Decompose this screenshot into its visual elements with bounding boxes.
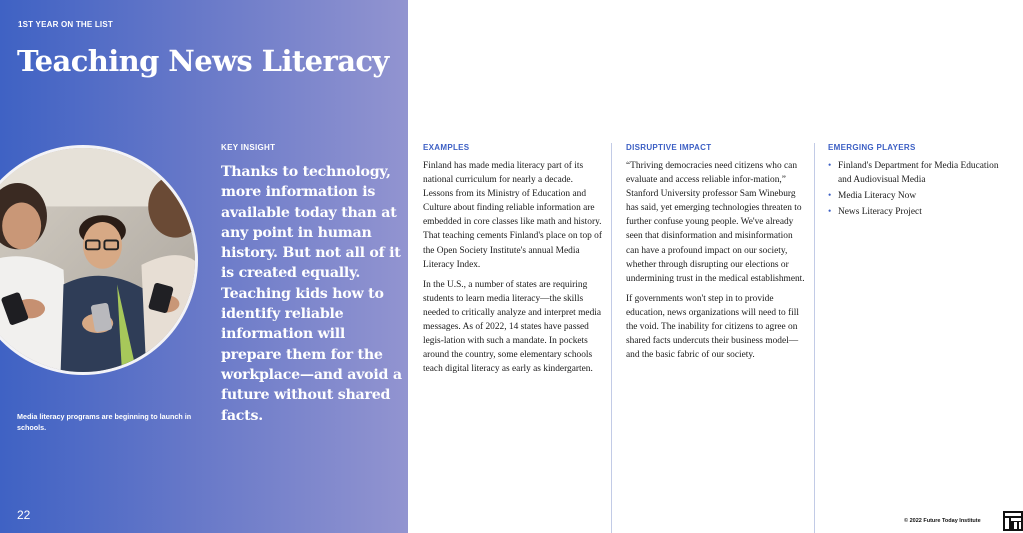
key-insight-label: KEY INSIGHT bbox=[221, 143, 276, 152]
column-divider bbox=[611, 143, 612, 533]
students-photo-illustration bbox=[0, 148, 195, 372]
emerging-players-heading: EMERGING PLAYERS bbox=[828, 143, 916, 152]
left-panel bbox=[0, 0, 408, 533]
examples-column bbox=[423, 143, 603, 382]
examples-paragraph: In the U.S., a number of states are requiring students to learn media literacy—the skills needed to critically analyze and interpret media messages. As of 2022, 14 states have passed legis-lation with such a mandate. In pockets around the country, some elementary schools teach digital literacy as early as kindergarten. bbox=[423, 279, 602, 375]
page-title: Teaching News Literacy bbox=[17, 44, 389, 78]
list-item-label: Finland's Department for Media Education and Audiovisual Media bbox=[838, 161, 999, 186]
students-photo bbox=[0, 145, 198, 375]
copyright-notice: © 2022 Future Today Institute bbox=[904, 518, 981, 524]
column-divider bbox=[814, 143, 815, 533]
examples-heading: EXAMPLES bbox=[423, 143, 470, 152]
list-item-label: Media Literacy Now bbox=[838, 191, 917, 202]
list-item bbox=[828, 205, 1013, 219]
key-insight-text: Thanks to technology, more information is available today than at any point in human history. But not all of it is created equally. Teaching kids how to identify reliable information will prepare them for the workplace—and avoid a future without shared facts. bbox=[221, 164, 402, 424]
page-number: 22 bbox=[17, 508, 31, 522]
fti-logo-icon bbox=[1003, 511, 1023, 531]
examples-paragraph: Finland has made media literacy part of its national curriculum for nearly a decade. Lessons from its Ministry of Education and Culture about finding reliable information are embedded in core classes like math and history. That teaching cements Finland's place on top of the Open Society Institute's annual Media Literacy Index. bbox=[423, 161, 602, 270]
disruptive-impact-paragraph: If governments won't step in to provide education, news organizations will need to fill the void. The inability for citizens to agree on shared facts undercuts their business model—and the basic fabric of our society. bbox=[626, 293, 799, 361]
emerging-players-list bbox=[828, 159, 1013, 219]
bullet-icon: • bbox=[828, 191, 832, 202]
list-item bbox=[828, 189, 1013, 203]
emerging-players-column bbox=[828, 143, 1013, 221]
eyebrow-label: 1ST YEAR ON THE LIST bbox=[18, 20, 113, 29]
bullet-icon: • bbox=[828, 161, 832, 171]
disruptive-impact-heading: DISRUPTIVE IMPACT bbox=[626, 143, 712, 152]
bullet-icon: • bbox=[828, 207, 832, 218]
photo-caption: Media literacy programs are beginning to launch in schools. bbox=[17, 412, 192, 432]
disruptive-impact-column bbox=[626, 143, 806, 368]
list-item bbox=[828, 159, 1013, 187]
list-item-label: News Literacy Project bbox=[838, 207, 922, 218]
disruptive-impact-paragraph: “Thriving democracies need citizens who can evaluate and access reliable infor-mation,” Stanford University professor Sam Wineburg has said, yet emerging technologies threaten to further confuse young people. We've already seen that disinformation and misinformation can have a profound impact on our society, whether through disrupting our elections or undermining trust in the medical establishment. bbox=[626, 161, 805, 284]
